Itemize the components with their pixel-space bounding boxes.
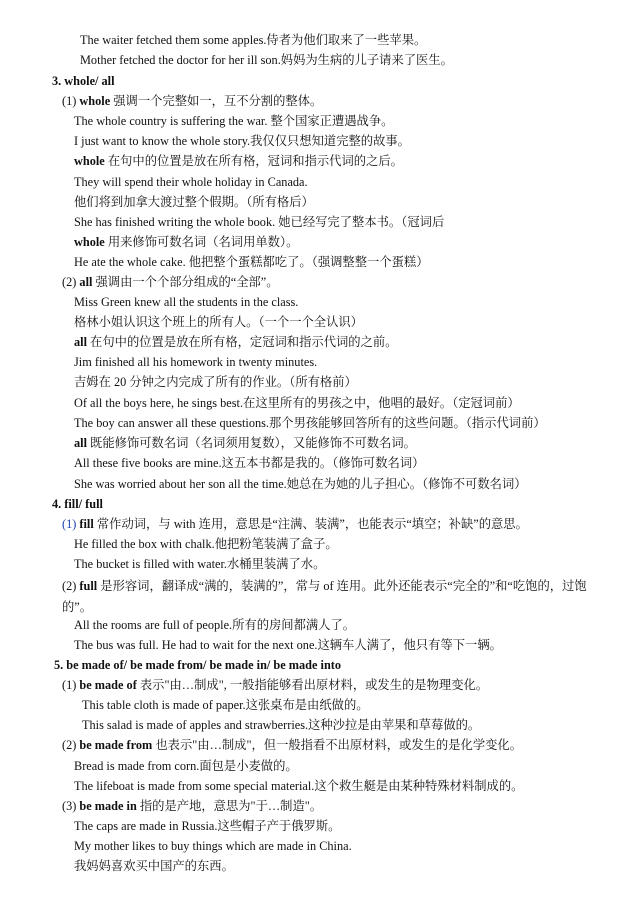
line-text: He ate the whole cake. 他把整个蛋糕都吃了。（强调整整一个蛋糕） <box>74 255 429 269</box>
line-text: 他们将到加拿大渡过整个假期。（所有格后） <box>74 195 314 209</box>
text-line <box>62 576 607 618</box>
bold-term: all <box>74 436 87 450</box>
text-line <box>74 838 352 854</box>
text-line <box>74 455 424 471</box>
item-number: (1) <box>62 517 80 531</box>
text-line <box>74 113 393 129</box>
text-line <box>74 415 546 431</box>
line-text: Jim finished all his homework in twenty minutes. <box>74 355 318 369</box>
text-line <box>74 778 523 794</box>
line-text: Miss Green knew all the students in the class. <box>74 295 299 309</box>
bold-term: be made from <box>79 738 153 752</box>
bold-term: whole <box>74 235 105 249</box>
line-text: 在句中的位置是放在所有格，冠词和指示代词的之后。 <box>104 154 403 168</box>
section-heading <box>54 657 341 673</box>
line-text: 吉姆在 20 分钟之内完成了所有的作业。（所有格前） <box>74 375 357 389</box>
item-number: (1) <box>62 678 80 692</box>
text-line <box>74 174 308 190</box>
section-heading <box>52 496 103 512</box>
text-line <box>74 234 298 250</box>
bold-term: 5. be made of/ be made from/ be made in/ be made into <box>54 658 342 672</box>
line-text: He filled the box with chalk.他把粉笔装满了盒子。 <box>74 537 338 551</box>
text-line <box>80 52 453 68</box>
item-number: (1) <box>62 94 80 108</box>
text-line <box>74 536 338 552</box>
line-text: 指的是产地，意思为"于…制造"。 <box>136 799 323 813</box>
text-line <box>62 516 528 532</box>
line-text: 在句中的位置是放在所有格，定冠词和指示代词的之前。 <box>86 335 398 349</box>
line-text: 强调一个完整如一，互不分割的整体。 <box>110 94 323 108</box>
text-line <box>74 374 357 390</box>
bold-term: whole <box>74 154 105 168</box>
text-line <box>82 717 480 733</box>
line-text: 既能修饰可数名词（名词须用复数），又能修饰不可数名词。 <box>86 436 416 450</box>
line-text: She was worried about her son all the time.她总在为她的儿子担心。（修饰不可数名词） <box>74 477 527 491</box>
text-line <box>62 737 522 753</box>
line-text: She has finished writing the whole book. 她已经写完了整本书。（冠词后 <box>74 215 445 229</box>
text-line <box>74 435 416 451</box>
line-text: The bus was full. He had to wait for the next one.这辆车人满了，他只有等下一辆。 <box>74 638 502 652</box>
text-line <box>82 697 369 713</box>
bold-term: all <box>79 275 93 289</box>
line-text: They will spend their whole holiday in Canada. <box>74 175 308 189</box>
text-line <box>74 194 314 210</box>
line-text: 格林小姐认识这个班上的所有人。（一个一个全认识） <box>74 315 363 329</box>
text-line <box>74 556 325 572</box>
bold-term: 3. whole/ all <box>52 74 115 88</box>
item-number: (2) <box>62 738 80 752</box>
text-line <box>74 314 363 330</box>
item-number: (3) <box>62 799 80 813</box>
text-line <box>74 758 298 774</box>
bold-term: fill <box>79 517 94 531</box>
line-text: Of all the boys here, he sings best.在这里所有的男孩之中，他唱的最好。（定冠词前） <box>74 396 520 410</box>
line-text: All the rooms are full of people.所有的房间都满人了。 <box>74 618 356 632</box>
line-text: The whole country is suffering the war. 整个国家正遭遇战争。 <box>74 114 394 128</box>
text-line <box>74 476 527 492</box>
text-line <box>74 214 444 230</box>
bold-term: be made of <box>79 678 137 692</box>
line-text: The lifeboat is made from some special material.这个救生艇是由某种特殊材料制成的。 <box>74 779 524 793</box>
bold-term: be made in <box>79 799 137 813</box>
line-text: All these five books are mine.这五本书都是我的。（修饰可数名词） <box>74 456 425 470</box>
text-line <box>80 32 426 48</box>
item-number: (2) <box>62 579 80 593</box>
text-line <box>62 274 279 290</box>
text-line <box>62 677 488 693</box>
line-text: This table cloth is made of paper.这张桌布是由纸做的。 <box>82 698 369 712</box>
line-text: 用来修饰可数名词（名词用单数）。 <box>104 235 299 249</box>
line-text: 也表示"由…制成"，但一般指看不出原材料，或发生的是化学变化。 <box>152 738 523 752</box>
text-line <box>74 354 317 370</box>
line-text: Mother fetched the doctor for her ill son.妈妈为生病的儿子请来了医生。 <box>80 53 453 67</box>
line-text: The waiter fetched them some apples.侍者为他们取来了一些苹果。 <box>80 33 427 47</box>
bold-term: all <box>74 335 87 349</box>
item-number: (2) <box>62 275 80 289</box>
line-text: The bucket is filled with water.水桶里装满了水。 <box>74 557 326 571</box>
text-line <box>62 93 322 109</box>
line-text: Bread is made from corn.面包是小麦做的。 <box>74 759 298 773</box>
line-text: This salad is made of apples and strawberries.这种沙拉是由苹果和草莓做的。 <box>82 718 481 732</box>
text-line <box>74 153 403 169</box>
line-text: I just want to know the whole story.我仅仅只想知道完整的故事。 <box>74 134 410 148</box>
text-line <box>74 334 397 350</box>
line-text: 表示"由…制成", 一般指能够看出原材料，或发生的是物理变化。 <box>136 678 489 692</box>
bold-term: whole <box>79 94 111 108</box>
line-text: 我妈妈喜欢买中国产的东西。 <box>74 859 234 873</box>
bold-term: full <box>79 579 98 593</box>
section-heading <box>52 73 115 89</box>
line-text: 是形容词，翻译成“满的，装满的”，常与 of 连用。此外还能表示“完全的”和“吃饱的，过饱的”。 <box>62 579 587 614</box>
text-line <box>62 798 322 814</box>
text-line <box>74 254 429 270</box>
text-line <box>74 858 234 874</box>
line-text: 强调由一个个部分组成的“全部”。 <box>92 275 279 289</box>
text-line <box>74 617 355 633</box>
line-text: The boy can answer all these questions.那个男孩能够回答所有的这些问题。（指示代词前） <box>74 416 546 430</box>
text-line <box>74 818 340 834</box>
line-text: 常作动词，与 with 连用，意思是“注满、装满”，也能表示“填空；补缺”的意思。 <box>93 517 528 531</box>
text-line <box>74 294 298 310</box>
text-line <box>74 133 410 149</box>
text-line <box>74 637 502 653</box>
bold-term: 4. fill/ full <box>52 497 103 511</box>
text-line <box>74 395 520 411</box>
line-text: My mother likes to buy things which are made in China. <box>74 839 352 853</box>
line-text: The caps are made in Russia.这些帽子产于俄罗斯。 <box>74 819 341 833</box>
